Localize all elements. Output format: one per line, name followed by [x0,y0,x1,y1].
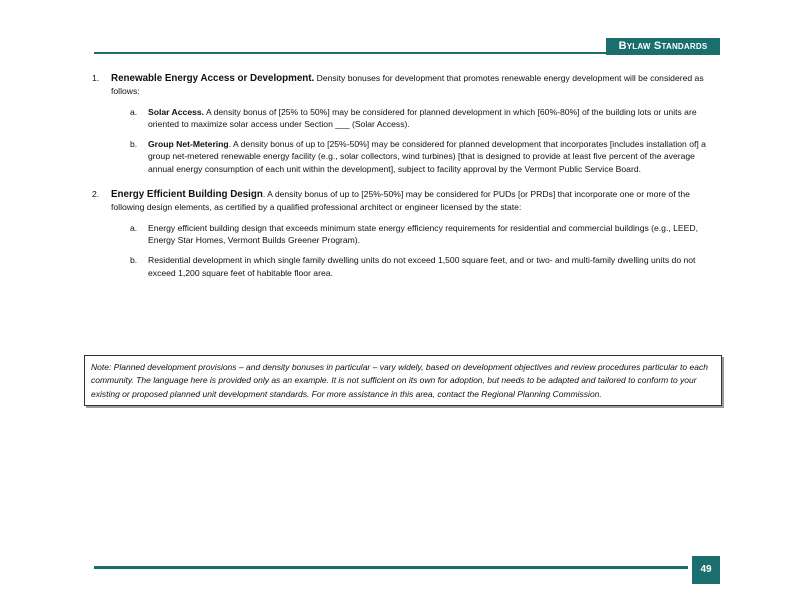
note-box [84,355,722,406]
section-title-badge [606,38,720,55]
section-title: Bylaw Standards [618,40,708,52]
item-text: . A density bonus of up to [25%-50%] may be considered for PUDs [or PRDs] that incorporate one or more of the following design elements, as certified by a qualified professional architect or engineer licensed by the state: [111,189,690,213]
sub-item-letter: b. [130,255,138,266]
item-heading: Renewable Energy Access or Development. [111,73,315,84]
page-number: 49 [700,564,712,575]
sub-item-heading: Group Net-Metering [148,139,229,150]
footer-rule [94,566,688,569]
sub-item-letter: a. [130,222,138,233]
sub-item-letter: b. [130,139,138,150]
list-item-renewable-energy [92,72,722,175]
sub-item-solar-access [111,106,722,131]
sub-item-group-net-metering [111,138,722,175]
sub-item-text: . A density bonus of up to [25%-50%] may be considered for planned development that incorporates [includes installation of] a group net-metered renewable energy facility (e.g., solar collectors, wind turbines) [that is designed to provide at least five percent of the average annual energy consumption of each unit within the development], subject to facility approval by the Vermont Public Service Board. [148,139,706,174]
list-item-energy-efficient-design [92,188,722,279]
sub-item-text: Energy efficient building design that exceeds minimum state energy efficiency requirements for residential and commercial buildings (e.g., LEED, Energy Star Homes, Vermont Builds Greener Program). [148,222,698,245]
sub-item-text: Residential development in which single family dwelling units do not exceed 1,500 square feet, and or two- and multi-family dwelling units do not exceed 1,200 square feet of habitable floor area. [148,255,696,278]
item-heading: Energy Efficient Building Design [111,189,263,201]
item-text: Density bonuses for development that promotes renewable energy development will be considered as follows: [111,73,704,97]
sub-item-efficient-building [111,222,722,247]
page-number-badge [692,556,720,584]
sub-item-heading: Solar Access. [148,106,205,117]
sub-item-letter: a. [130,106,138,117]
sub-item-text: A density bonus of [25% to 50%] may be considered for planned development in which [60%-80%] of the building lots or units are oriented to maximize solar access under Section ___ (Solar Access). [148,106,697,129]
item-number: 2. [92,189,100,200]
sub-item-residential-size [111,254,722,279]
item-number: 1. [92,73,100,83]
document-body [92,72,722,279]
header-rule [94,52,606,54]
note-text: Note: Planned development provisions – and density bonuses in particular – vary widely, based on development objectives and review procedures particular to each community. The language here is provided only as an example. It is not sufficient on its own for adoption, but needs to be adapted and tailored to conform to your existing or proposed planned unit development standards. For more assistance in this area, contact the Regional Planning Commission. [91,362,708,399]
